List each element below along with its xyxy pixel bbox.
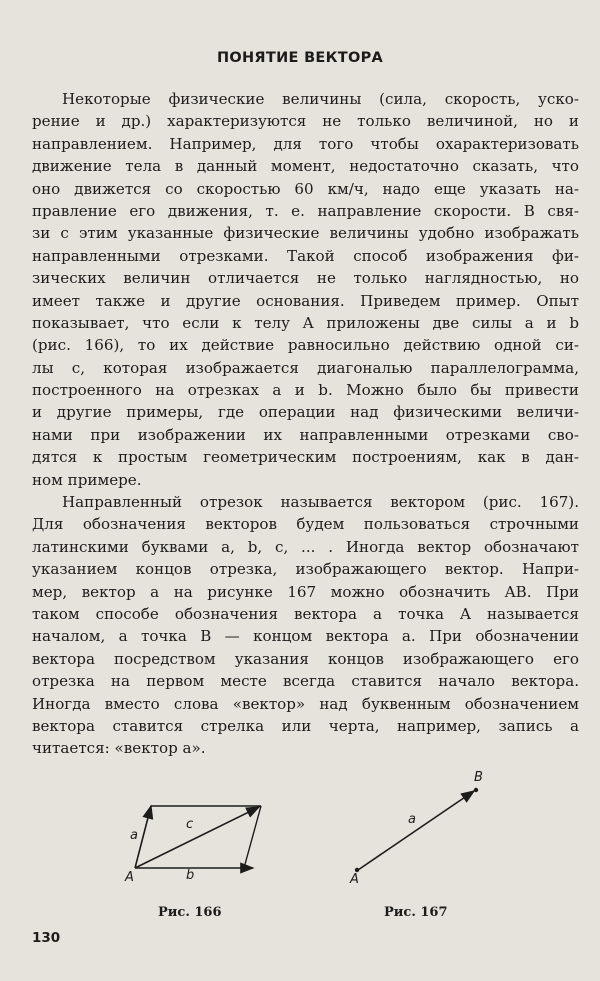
text-line: Иногда вместо слова «вектор» над буквенным обозначением [32, 694, 579, 713]
text-line: Направленный отрезок называется вектором (рис. 167). [62, 493, 579, 512]
text-line: показывает, что если к телу A приложены две силы a и b [32, 313, 579, 332]
text-line: читается: «вектор a». [32, 739, 206, 758]
text-line: (рис. 166), то их действие равносильно действию одной си- [32, 336, 579, 355]
text-line: зических величин отличается не только наглядностью, но [32, 269, 579, 288]
label-a: a [130, 828, 138, 843]
figure-166 [118, 790, 278, 890]
label-point-A: A [350, 872, 359, 887]
vector-ab [358, 791, 474, 870]
text-line: имеет также и другие основания. Приведем пример. Опыт [32, 291, 579, 310]
text-line: рение и др.) характеризуются не только величиной, но и [32, 112, 579, 131]
label-b: b [186, 868, 195, 883]
text-line: движение тела в данный момент, недостаточно сказать, что [32, 157, 579, 176]
paragraph-2 [32, 491, 579, 760]
text-line: нами при изображении их направленными отрезками сво- [32, 425, 579, 444]
label-a: a [408, 812, 416, 827]
text-line: оно движется со скоростью 60 км/ч, надо еще указать на- [32, 179, 579, 198]
text-line: мер, вектор a на рисунке 167 можно обозначить AB. При [32, 582, 579, 601]
text-line: отрезка на первом месте всегда ставится начало вектора. [32, 672, 579, 691]
text-line: указанием концов отрезка, изображающего вектор. Напри- [32, 560, 579, 579]
parallelogram-diagram [118, 790, 278, 890]
text-line: латинскими буквами a, b, c, ... . Иногда вектор обозначают [32, 537, 579, 556]
caption-167: Рис. 167 [384, 905, 448, 920]
text-line: лы c, которая изображается диагональю параллелограмма, [32, 358, 579, 377]
text-line: правление его движения, т. е. направление скорости. В свя- [32, 201, 579, 220]
paragraph-1 [32, 88, 579, 491]
text-line: Для обозначения векторов будем пользоваться строчными [32, 515, 579, 534]
text-line: направленными отрезками. Такой способ изображения фи- [32, 246, 579, 265]
text-line: построенного на отрезках a и b. Можно было бы привести [32, 381, 579, 400]
page-title: ПОНЯТИЕ ВЕКТОРА [216, 50, 384, 66]
text-line: Некоторые физические величины (сила, скорость, уско- [62, 90, 579, 108]
text-line: вектора ставится стрелка или черта, например, запись a [32, 716, 579, 735]
text-line: направлением. Например, для того чтобы охарактеризовать [32, 134, 579, 153]
page-number: 130 [32, 930, 61, 946]
text-line: вектора посредством указания концов изображающего его [32, 649, 579, 668]
text-line: и другие примеры, где операции над физическими величи- [32, 403, 579, 422]
text-line: дятся к простым геометрическим построениям, как в дан- [32, 448, 579, 467]
body-text [32, 88, 579, 760]
parallelogram-right-edge [244, 806, 261, 868]
figure-167 [340, 768, 500, 893]
label-c: c [186, 817, 194, 832]
vector-diagram [340, 768, 500, 893]
text-line: началом, а точка B — концом вектора a. При обозначении [32, 627, 579, 646]
text-line: таком способе обозначения вектора a точка A называется [32, 604, 579, 623]
label-point-B: B [474, 770, 483, 785]
point-B [474, 788, 478, 792]
text-line: зи с этим указанные физические величины удобно изображать [32, 224, 579, 243]
text-line: ном примере. [32, 470, 142, 489]
caption-166: Рис. 166 [158, 905, 222, 920]
vector-c [135, 807, 259, 868]
label-point-A: A [125, 870, 134, 885]
